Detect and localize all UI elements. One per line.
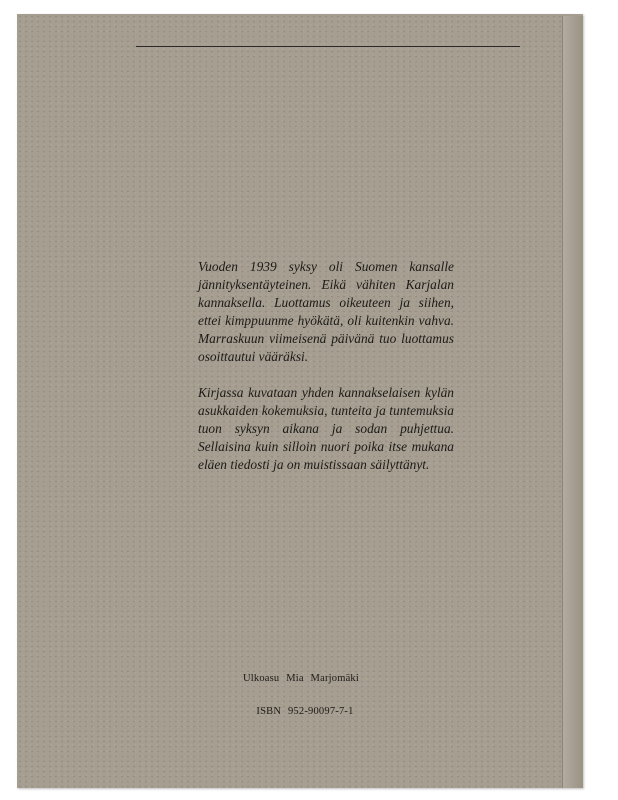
top-rule-line (136, 46, 520, 47)
cover-design-credit: Ulkoasu Mia Marjomäki (242, 673, 359, 684)
blurb-paragraph-1: Vuoden 1939 syksy oli Suomen kansalle jännityksentäyteinen. Eikä vähiten Karjalan kannaksella. Luottamus oikeuteen ja siihen, ettei kimppuunme hyökätä, oli kuitenkin vahva. Marraskuun viimeisenä päivänä tuo luottamus osoittautui vääräksi. (198, 259, 454, 364)
blurb-paragraph-2: Kirjassa kuvataan yhden kannakselaisen kylän asukkaiden kokemuksia, tunteita ja tuntemuksia tuon syksyn aikana ja sodan puhjettua. Sellaisina kuin silloin nuori poika itse mukana eläen tiedosti ja on muistissaan säilyttänyt. (198, 385, 454, 472)
isbn-number: ISBN 952-90097-7-1 (256, 706, 354, 717)
back-cover-blurb (198, 258, 454, 474)
